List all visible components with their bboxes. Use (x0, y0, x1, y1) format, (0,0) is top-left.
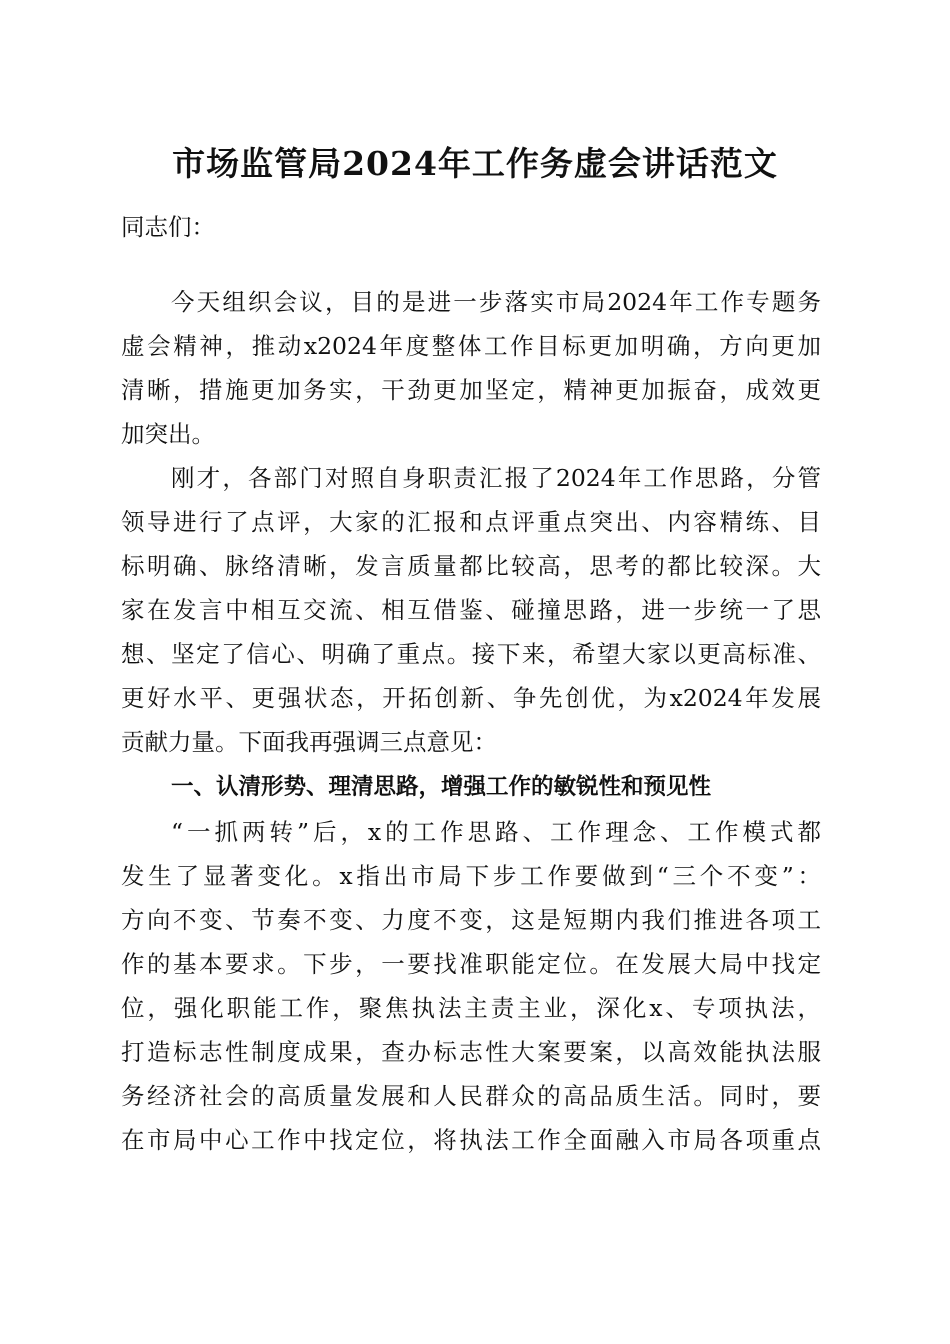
paragraph-1 (121, 280, 821, 456)
paragraph-2 (121, 456, 821, 764)
paragraph-line: 更好水平、更强状态，开拓创新、争先创优，为x2024年发展 (121, 684, 821, 712)
paragraph-line: 贡献力量。下面我再强调三点意见： (121, 728, 497, 756)
paragraph-line: 虚会精神，推动x2024年度整体工作目标更加明确，方向更加 (121, 332, 821, 360)
paragraph-3 (121, 810, 821, 1162)
paragraph-line: 打造标志性制度成果，查办标志性大案要案，以高效能执法服 (121, 1038, 821, 1066)
paragraph-line: 加突出。 (121, 420, 215, 448)
section-heading-1: 一、认清形势、理清思路，增强工作的敏锐性和预见性 (171, 774, 712, 800)
paragraph-line: 标明确、脉络清晰，发言质量都比较高，思考的都比较深。大 (121, 552, 821, 580)
paragraph-line: 方向不变、节奏不变、力度不变，这是短期内我们推进各项工 (121, 906, 821, 934)
paragraph-line: “一抓两转”后，x的工作思路、工作理念、工作模式都 (171, 818, 821, 846)
paragraph-line: 今天组织会议，目的是进一步落实市局2024年工作专题务 (171, 288, 821, 316)
paragraph-line: 想、坚定了信心、明确了重点。接下来，希望大家以更高标准、 (121, 640, 821, 668)
document-body (121, 205, 821, 1162)
paragraph-line: 位，强化职能工作，聚焦执法主责主业，深化x、专项执法， (121, 994, 821, 1022)
paragraph-line: 刚才，各部门对照自身职责汇报了2024年工作思路，分管 (171, 464, 821, 492)
paragraph-line: 领导进行了点评，大家的汇报和点评重点突出、内容精练、目 (121, 508, 821, 536)
paragraph-line: 家在发言中相互交流、相互借鉴、碰撞思路，进一步统一了思 (121, 596, 821, 624)
paragraph-line: 作的基本要求。下步，一要找准职能定位。在发展大局中找定 (121, 950, 821, 978)
salutation: 同志们： (121, 213, 215, 241)
paragraph-line: 清晰，措施更加务实，干劲更加坚定，精神更加振奋，成效更 (121, 376, 821, 404)
paragraph-line: 发生了显著变化。x指出市局下步工作要做到“三个不变”： (121, 862, 821, 890)
document-title: 市场监管局2024年工作务虚会讲话范文 (172, 144, 778, 183)
spacer (121, 249, 821, 280)
paragraph-line: 在市局中心工作中找定位，将执法工作全面融入市局各项重点 (121, 1126, 821, 1154)
paragraph-line: 务经济社会的高质量发展和人民群众的高品质生活。同时，要 (121, 1082, 821, 1110)
